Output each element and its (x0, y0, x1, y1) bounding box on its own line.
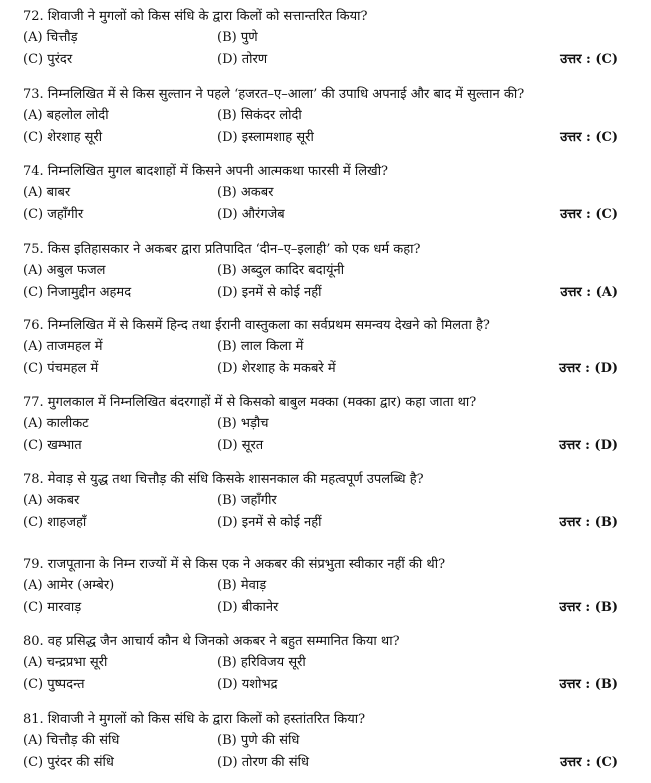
option-d: (D) शेरशाह के मकबरे में (217, 361, 336, 376)
question-text: 72. शिवाजी ने मुगलों को किस संधि के द्वारा किलों को सत्तान्तरित किया? (23, 9, 368, 24)
option-b: (B) सिकंदर लोदी (217, 108, 302, 123)
question-text: 73. निम्नलिखित में से किस सुल्तान ने पहले ‘हजरत–ए–आला’ की उपाधि अपनाई और बाद में सुल्तान की? (23, 87, 525, 102)
option-b: (B) हरिविजय सूरी (217, 655, 306, 670)
option-a: (A) चित्तौड़ (23, 30, 78, 45)
option-d: (D) सूरत (217, 438, 264, 453)
option-b: (B) जहाँगीर (217, 493, 277, 508)
option-d: (D) इस्लामशाह सूरी (217, 130, 314, 145)
option-a: (A) अकबर (23, 493, 80, 508)
option-a: (A) बहलोल लोदी (23, 108, 109, 123)
answer-label: उत्तर : (B) (559, 600, 618, 615)
option-a: (A) चन्द्रप्रभा सूरी (23, 655, 108, 670)
answer-label: उत्तर : (B) (559, 515, 618, 530)
option-c: (C) पुरंदर (23, 52, 73, 67)
answer-label: उत्तर : (B) (559, 677, 618, 692)
answer-label: उत्तर : (C) (560, 755, 618, 770)
option-a: (A) अबुल फजल (23, 263, 106, 278)
option-d: (D) इनमें से कोई नहीं (217, 285, 322, 300)
option-d: (D) इनमें से कोई नहीं (217, 515, 322, 530)
option-c: (C) मारवाड़ (23, 600, 82, 615)
option-c: (C) खम्भात (23, 438, 82, 453)
question-text: 80. वह प्रसिद्ध जैन आचार्य कौन थे जिनको अकबर ने बहुत सम्मानित किया था? (23, 634, 400, 649)
option-a: (A) ताजमहल में (23, 339, 103, 354)
option-c: (C) निजामुद्दीन अहमद (23, 285, 132, 300)
option-a: (A) बाबर (23, 185, 71, 200)
option-a: (A) कालीकट (23, 416, 89, 431)
option-c: (C) जहाँगीर (23, 207, 84, 222)
answer-label: उत्तर : (C) (560, 52, 618, 67)
question-text: 79. राजपूताना के निम्न राज्यों में से किस एक ने अकबर की संप्रभुता स्वीकार नहीं की थी? (23, 557, 446, 572)
answer-label: उत्तर : (C) (560, 207, 618, 222)
option-c: (C) शाहजहाँ (23, 515, 87, 530)
question-text: 77. मुगलकाल में निम्नलिखित बंदरगाहों में से किसको बाबुल मक्का (मक्का द्वार) कहा जाता था? (23, 395, 477, 410)
question-text: 75. किस इतिहासकार ने अकबर द्वारा प्रतिपादित ‘दीन–ए–इलाही’ को एक धर्म कहा? (23, 242, 421, 257)
option-c: (C) शेरशाह सूरी (23, 130, 103, 145)
option-d: (D) तोरण (217, 52, 268, 67)
answer-label: उत्तर : (A) (560, 285, 618, 300)
answer-label: उत्तर : (D) (559, 361, 618, 376)
question-text: 74. निम्नलिखित मुगल बादशाहों में किसने अपनी आत्मकथा फारसी में लिखी? (23, 164, 389, 179)
question-text: 78. मेवाड़ से युद्ध तथा चित्तौड़ की संधि किसके शासनकाल की महत्वपूर्ण उपलब्धि है? (23, 472, 424, 487)
option-b: (B) पुणे (217, 30, 258, 45)
option-d: (D) औरंगजेब (217, 207, 285, 222)
option-a: (A) चित्तौड़ की संधि (23, 733, 120, 748)
option-b: (B) लाल किला में (217, 339, 304, 354)
answer-label: उत्तर : (C) (560, 130, 618, 145)
answer-label: उत्तर : (D) (559, 438, 618, 453)
option-b: (B) पुणे की संधि (217, 733, 300, 748)
option-c: (C) पुष्पदन्त (23, 677, 85, 692)
option-b: (B) अब्दुल कादिर बदायूंनी (217, 263, 345, 278)
option-d: (D) तोरण की संधि (217, 755, 309, 770)
option-b: (B) भड़ौच (217, 416, 269, 431)
option-c: (C) पंचमहल में (23, 361, 99, 376)
option-b: (B) मेवाड़ (217, 578, 267, 593)
question-text: 81. शिवाजी ने मुगलों को किस संधि के द्वारा किलों को हस्तांतरित किया? (23, 712, 366, 727)
option-d: (D) बीकानेर (217, 600, 279, 615)
option-d: (D) यशोभद्र (217, 677, 278, 692)
option-a: (A) आमेर (अम्बेर) (23, 578, 115, 593)
option-c: (C) पुरंदर की संधि (23, 755, 114, 770)
option-b: (B) अकबर (217, 185, 274, 200)
question-text: 76. निम्नलिखित में से किसमें हिन्द तथा ईरानी वास्तुकला का सर्वप्रथम समन्वय देखने को मिलता है? (23, 318, 490, 333)
